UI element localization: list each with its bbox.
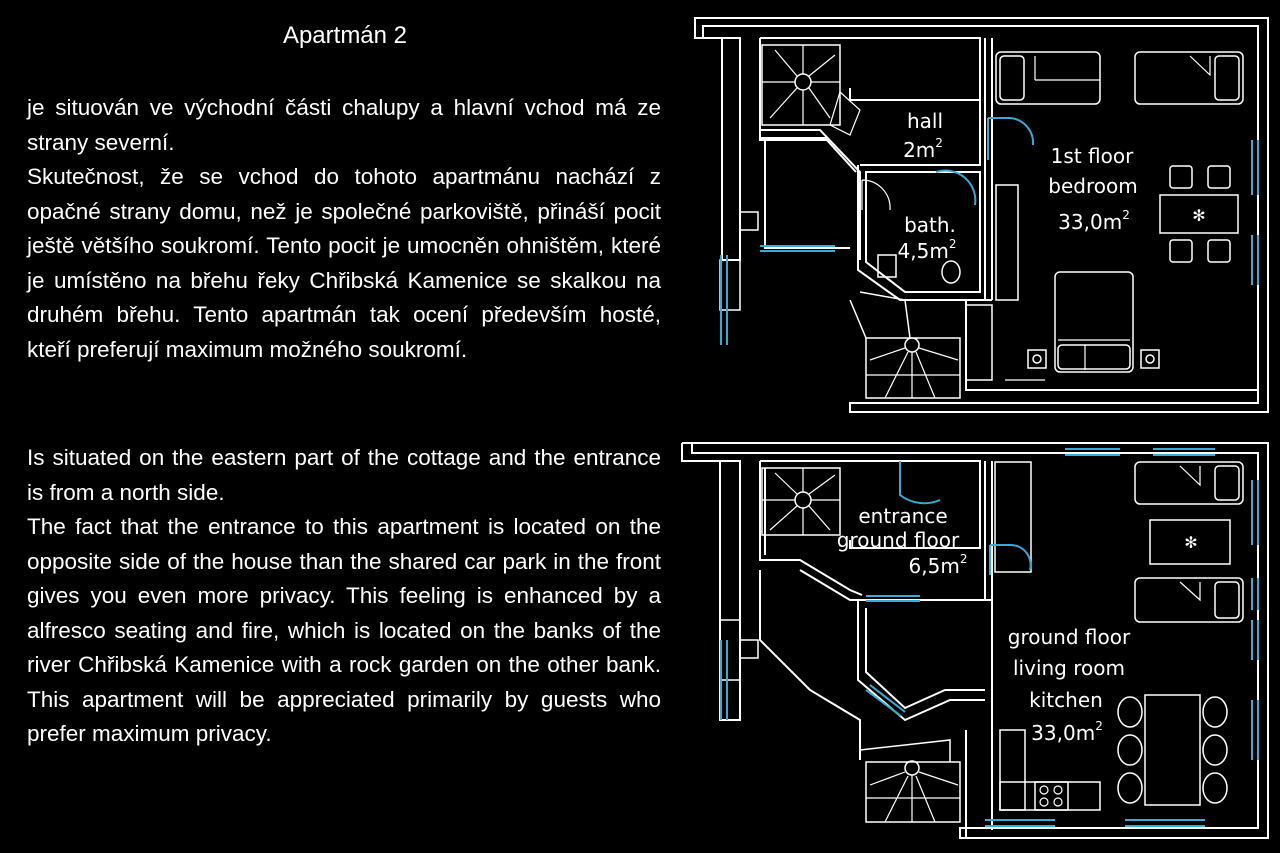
first-floor-openings xyxy=(721,118,1258,345)
bath-area: $4,5m^2$ xyxy=(897,237,957,263)
lamp-icon-ground: ✻ xyxy=(1184,533,1198,552)
czech-paragraph-1: je situován ve východní části chalupy a hlavní vchod má ze strany severní. xyxy=(27,95,661,155)
czech-paragraph-2: Skutečnost, že se vchod do tohoto apartmánu nachází z opačné strany domu, než je společné parkoviště, přináší pocit ještě většího soukromí. Tento pocit je umocněn ohništěm, které je umístěno na břehu řeky Chřibská Kamenice se skalkou na druhém břehu. Tento apartmán tak ocení především hosté, kteří preferují maximum možného soukromí. xyxy=(27,164,661,362)
bath-label: bath. xyxy=(904,213,956,237)
bedroom-label-line1: 1st floor xyxy=(1050,144,1134,168)
first-floor-plan xyxy=(695,18,1268,412)
entrance-label-line2: ground floor xyxy=(836,528,960,552)
page-title: Apartmán 2 xyxy=(282,22,408,49)
ground-floor-plan xyxy=(682,443,1268,838)
living-label-line1: ground floor xyxy=(1007,625,1131,649)
english-paragraph-1: Is situated on the eastern part of the cottage and the entrance is from a north side. xyxy=(27,445,661,505)
living-area: $33,0m^2$ xyxy=(1031,719,1103,745)
english-paragraph-2: The fact that the entrance to this apartment is located on the opposite side of the house than the shared car park in the front gives you even more privacy. This feeling is enhanced by a alfresco seating and fire, which is located on the banks of the river Chřibská Kamenice with a rock garden on the other bank. This apartment will be appreciated primarily by guests who prefer maximum privacy. xyxy=(27,514,661,746)
bedroom-label-line2: bedroom xyxy=(1048,174,1138,198)
lamp-icon: ✻ xyxy=(1192,206,1206,225)
living-label-line3: kitchen xyxy=(1029,688,1103,712)
ground-floor-openings xyxy=(721,449,1258,826)
outer-wall xyxy=(695,18,1268,412)
bedroom-area: $33,0m^2$ xyxy=(1058,208,1130,234)
hall-label: hall xyxy=(906,109,944,133)
living-label-line2: living room xyxy=(1013,656,1125,680)
hall-area: $2m^2$ xyxy=(903,136,943,162)
entrance-label-line1: entrance xyxy=(858,504,948,528)
entrance-area: $6,5m^2$ xyxy=(908,552,968,578)
